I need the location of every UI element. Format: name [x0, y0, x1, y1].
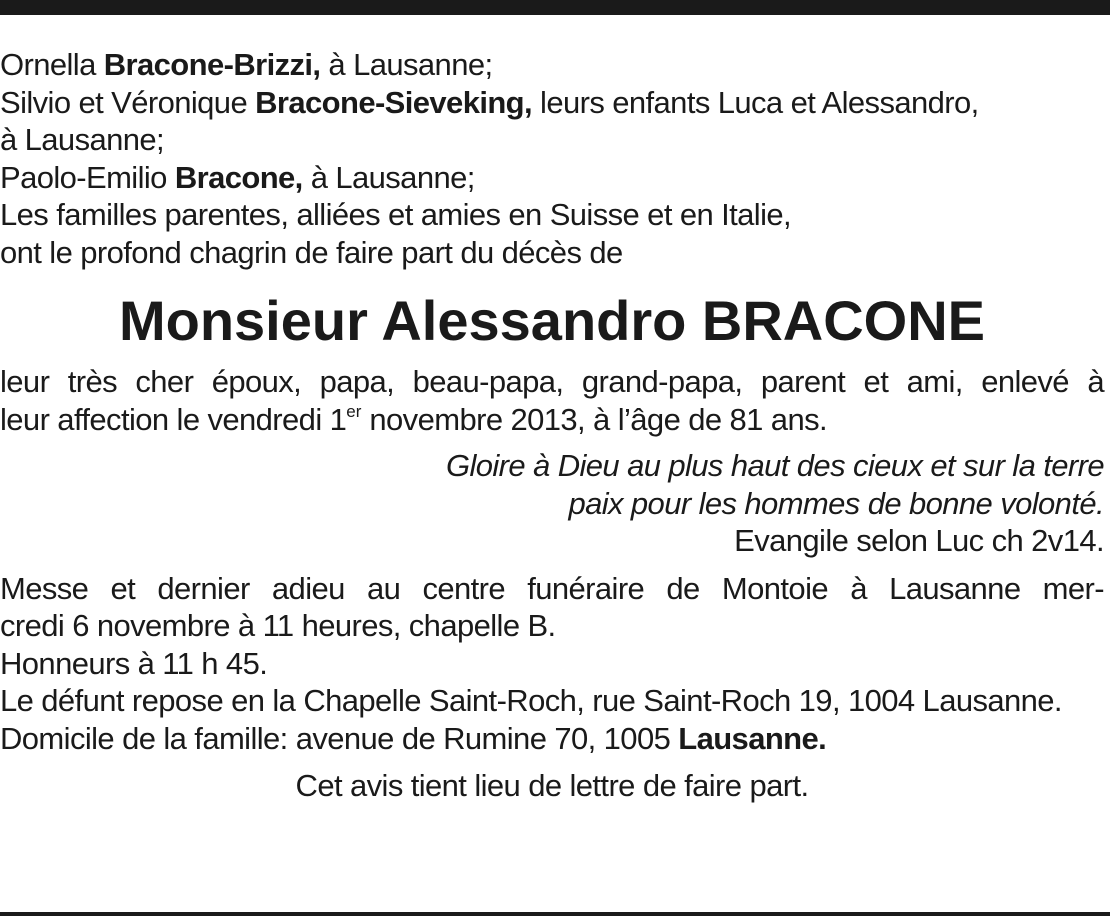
family-announcement	[0, 46, 1104, 271]
text: Domicile de la famille: avenue de Rumine 70, 1005	[0, 720, 679, 756]
service-line-5	[0, 720, 1104, 758]
scripture-quote	[0, 447, 1104, 560]
city-bold: Lausanne.	[678, 720, 827, 756]
deceased-name-heading: Monsieur Alessandro BRACONE	[118, 289, 986, 352]
service-line-2: credi 6 novembre à 11 heures, chapelle B.	[0, 608, 556, 643]
family-line-5: Les familles parentes, alliées et amies en Suisse et en Italie,	[0, 197, 792, 232]
quote-line-2: paix pour les hommes de bonne volonté.	[568, 485, 1104, 521]
quote-line-1: Gloire à Dieu au plus haut des cieux et sur la terre	[445, 448, 1104, 483]
spacer	[0, 757, 1104, 767]
top-rule	[0, 0, 1110, 15]
family-line-3: à Lausanne;	[0, 122, 165, 157]
family-name-bold: Bracone-Brizzi,	[103, 47, 321, 82]
closing-note: Cet avis tient lieu de lettre de faire part.	[295, 768, 809, 803]
text: novembre 2013, à l’âge de 81 ans.	[361, 401, 828, 437]
ordinal-superscript: er	[346, 401, 362, 421]
spacer	[0, 560, 1104, 570]
text: Ornella	[0, 47, 104, 82]
quote-source: Evangile selon Luc ch 2v14.	[734, 523, 1104, 558]
text: à Lausanne;	[320, 47, 493, 82]
text: à Lausanne;	[302, 159, 475, 195]
service-details	[0, 570, 1104, 758]
family-name-bold: Bracone,	[174, 159, 303, 195]
tribute-text	[0, 363, 1104, 438]
tribute-line-2	[0, 401, 1104, 439]
bottom-rule	[0, 912, 1110, 916]
text: leur affection le vendredi 1	[0, 401, 347, 437]
family-name-bold: Bracone-Sieveking,	[255, 84, 533, 120]
service-line-4: Le défunt repose en la Chapelle Saint-Roch, rue Saint-Roch 19, 1004 Lausanne.	[0, 683, 1062, 718]
obituary-notice	[0, 46, 1104, 805]
service-line-1: Messe et dernier adieu au centre funéraire de Montoie à Lausanne mer-	[0, 570, 1104, 606]
family-line-6: ont le profond chagrin de faire part du décès de	[0, 234, 623, 270]
text: leurs enfants Luca et Alessandro,	[532, 84, 979, 120]
service-line-3: Honneurs à 11 h 45.	[0, 645, 268, 681]
family-line-2	[0, 84, 1104, 122]
tribute-line-1: leur très cher époux, papa, beau-papa, grand-papa, parent et ami, enlevé à	[0, 364, 1104, 399]
family-line-1	[0, 46, 1104, 84]
text: Paolo-Emilio	[0, 159, 175, 195]
family-line-4	[0, 159, 1104, 197]
text: Silvio et Véronique	[0, 84, 256, 120]
